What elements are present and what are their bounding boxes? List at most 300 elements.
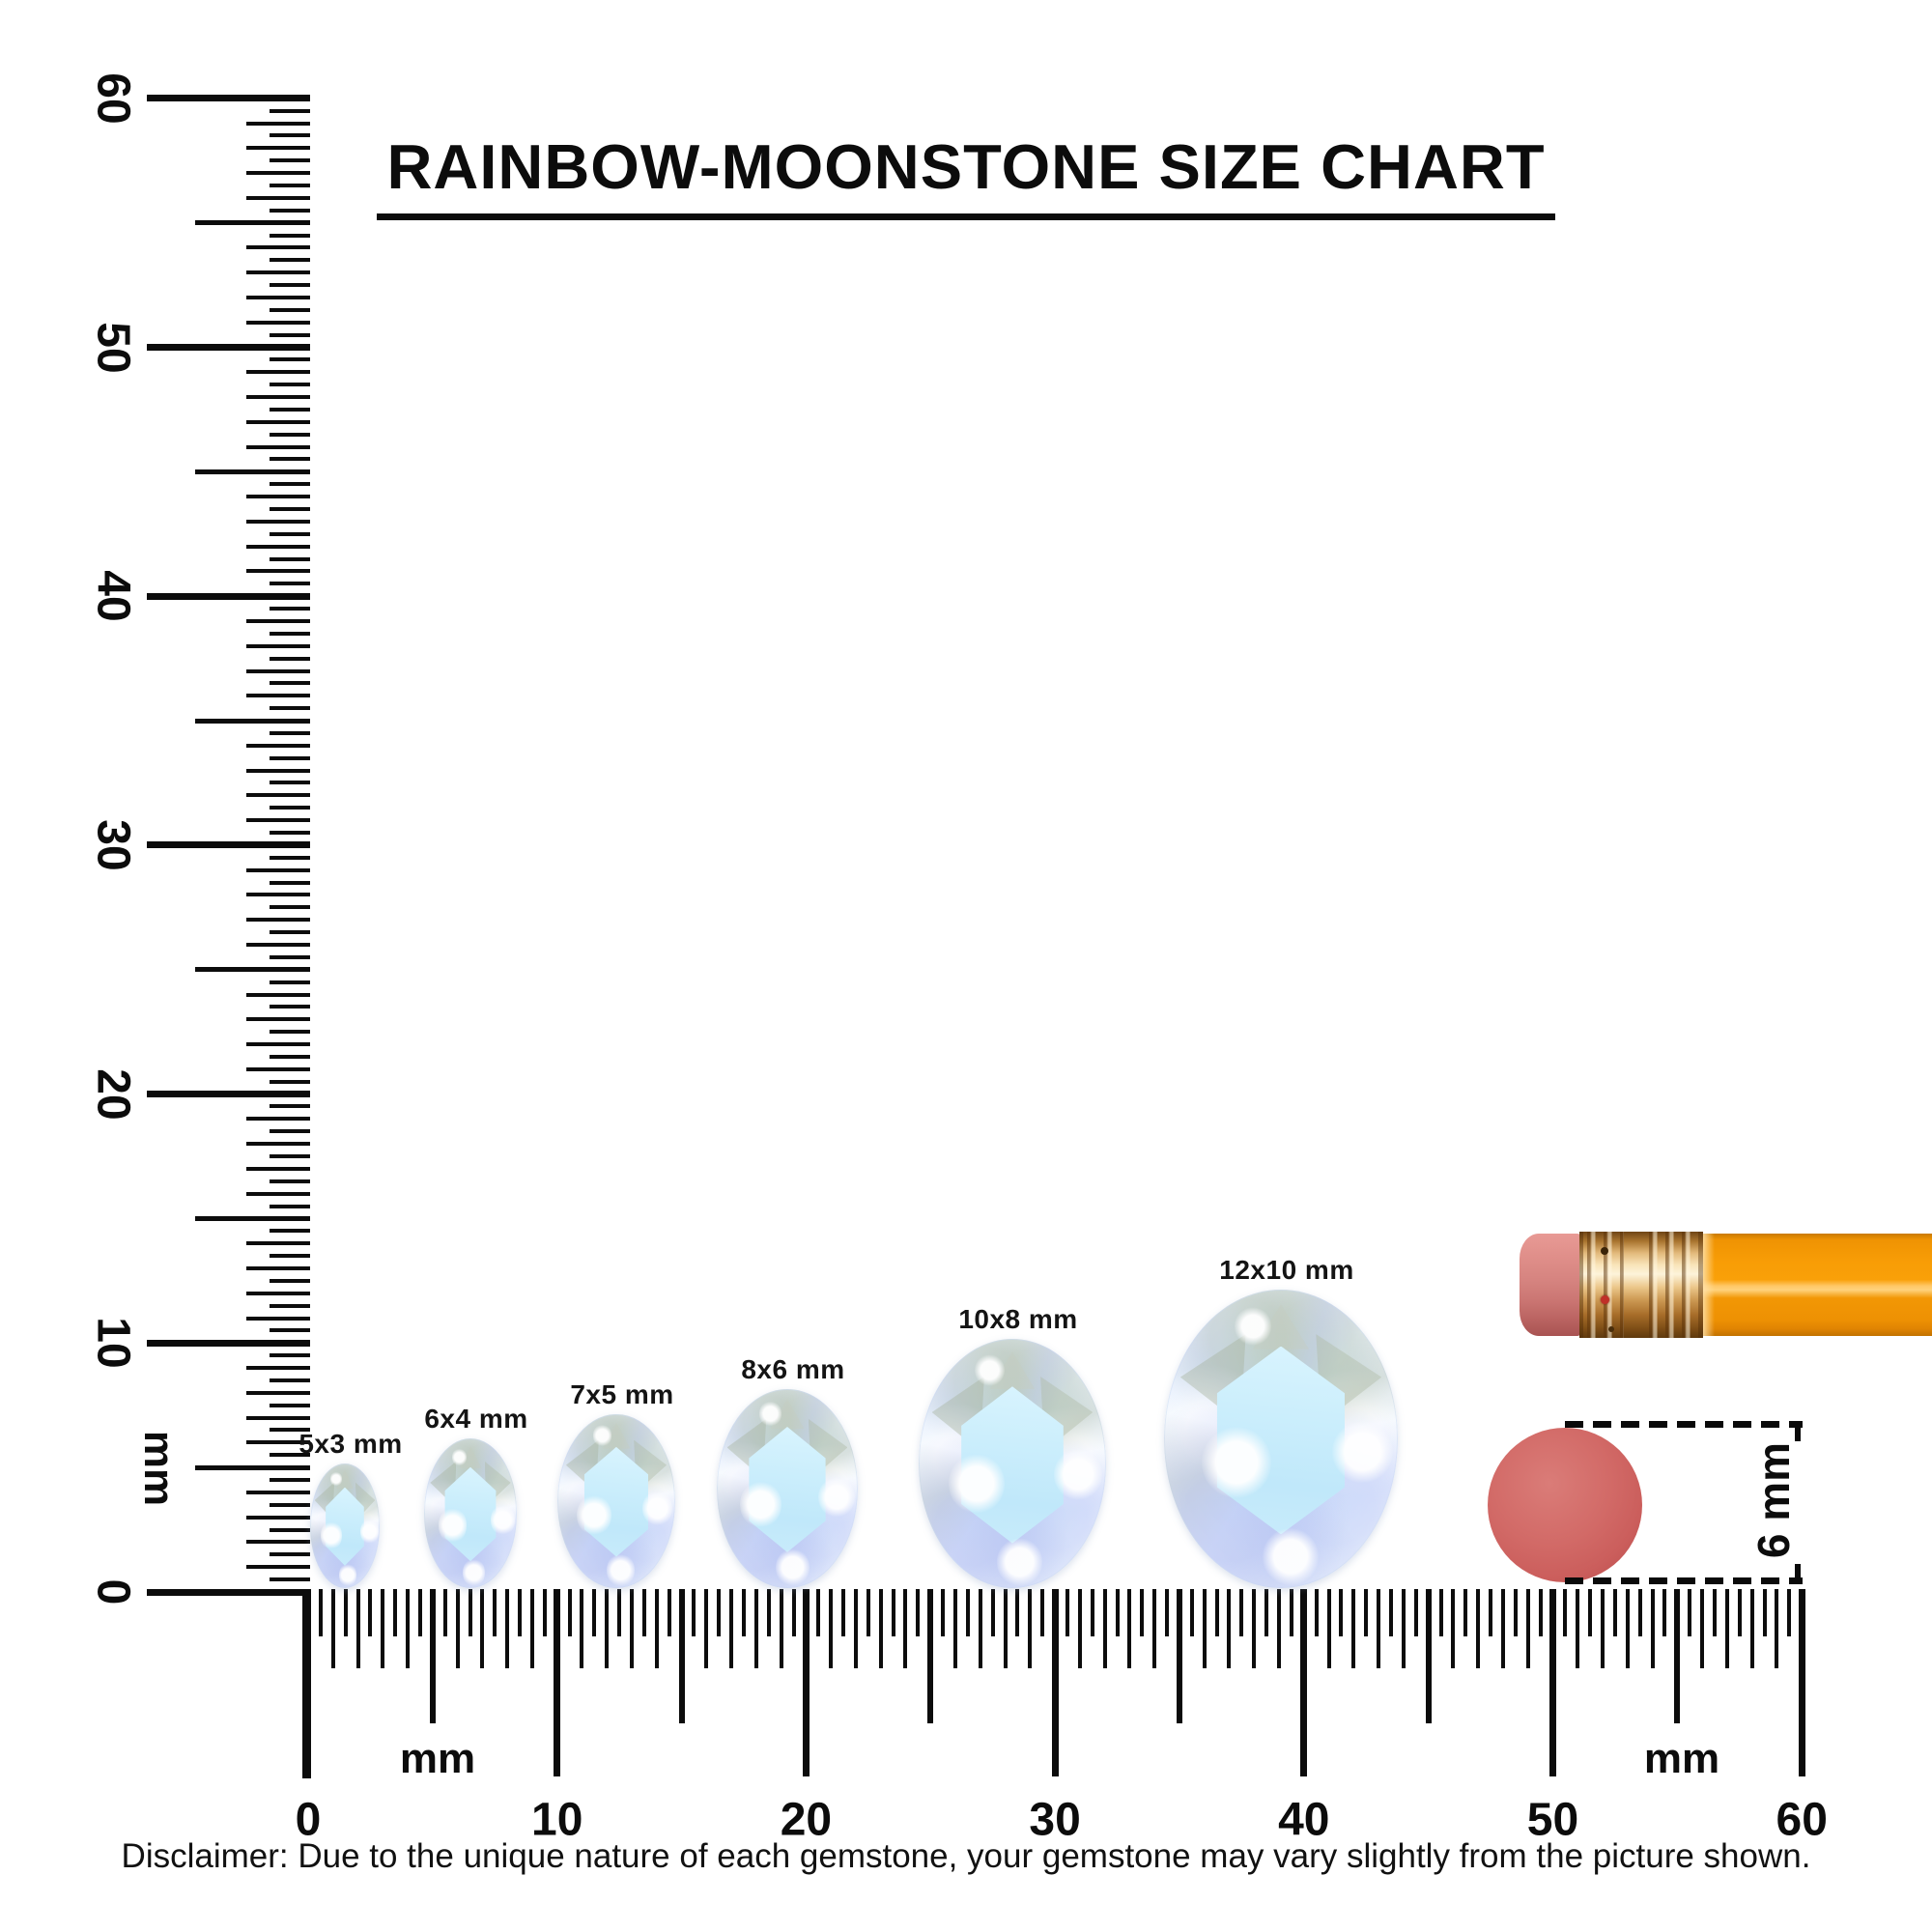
v-ruler-tick [270,1353,310,1357]
h-ruler-tick [1177,1589,1182,1723]
h-ruler-tick [1651,1589,1655,1668]
h-ruler-tick [554,1589,560,1776]
v-ruler-tick [246,545,310,549]
v-ruler-tick [270,1104,310,1108]
h-ruler-tick [991,1589,995,1636]
h-ruler-tick [518,1589,522,1636]
v-ruler-tick [147,1589,310,1596]
v-ruler-tick [270,557,310,561]
h-ruler-tick [568,1589,572,1636]
h-ruler-tick [1638,1589,1642,1636]
h-ruler-tick [1028,1589,1032,1668]
h-ruler-tick [1763,1589,1767,1636]
h-ruler-tick [1339,1589,1343,1636]
v-ruler-tick [270,657,310,661]
v-ruler-tick [195,469,310,474]
gem-glint [1263,1528,1319,1585]
gem-glint [759,1401,781,1426]
h-ruler-tick [966,1589,970,1636]
gem-size-label: 6x4 mm [424,1404,528,1435]
gem-glint [997,1538,1042,1585]
v-ruler-tick [246,196,310,200]
v-ruler-tick [195,1465,310,1470]
h-ruler-tick [344,1589,348,1636]
h-ruler-tick [780,1589,783,1668]
v-ruler-tick [246,296,310,299]
h-ruler-tick [1539,1589,1543,1636]
v-ruler-tick [270,209,310,213]
h-ruler-tick [1738,1589,1742,1636]
h-ruler-number: 40 [1278,1794,1330,1846]
dimension-dash-line-top [1565,1421,1803,1428]
h-ruler-tick [1414,1589,1418,1636]
v-ruler-tick [270,1328,310,1332]
v-ruler-tick [270,1055,310,1059]
gem-glint [975,1354,1005,1386]
h-ruler-number: 60 [1776,1794,1828,1846]
gem-glint [740,1481,782,1528]
v-ruler-tick [270,1154,310,1158]
h-ruler-tick [642,1589,646,1636]
v-ruler-tick [246,1142,310,1146]
v-ruler-tick [195,719,310,724]
v-ruler-tick [246,1292,310,1295]
h-ruler-tick [1601,1589,1605,1668]
h-ruler-unit-label: mm [399,1735,476,1782]
v-ruler-tick [270,1005,310,1009]
v-ruler-tick [270,582,310,585]
v-ruler-tick [270,1577,310,1581]
h-ruler-tick [1190,1589,1194,1636]
ferrule-rivet [1601,1247,1608,1255]
v-ruler-tick [270,706,310,710]
h-ruler-tick [630,1589,634,1668]
v-ruler-tick [270,1080,310,1084]
ferrule-edge [1579,1232,1583,1338]
h-ruler-tick [816,1589,820,1636]
v-ruler-tick [246,793,310,797]
v-ruler-tick [147,841,310,848]
h-ruler-tick [867,1589,870,1636]
v-ruler-tick [246,1241,310,1245]
v-ruler-tick [246,1317,310,1321]
pencil-body [1703,1234,1932,1336]
h-ruler-tick [505,1589,509,1668]
h-ruler-tick [1700,1589,1704,1668]
v-ruler-tick [270,980,310,984]
v-ruler-tick [147,593,310,600]
v-ruler-tick [246,495,310,498]
v-ruler-tick [195,220,310,225]
v-ruler-tick [270,905,310,909]
v-ruler-tick [246,943,310,947]
v-ruler-number: 10 [87,1317,139,1369]
v-ruler-tick [270,856,310,860]
h-ruler-tick [1549,1589,1556,1776]
v-ruler-tick [246,122,310,126]
h-ruler-tick [1327,1589,1331,1668]
v-ruler-tick [147,344,310,351]
v-ruler-tick [270,1552,310,1556]
gemstone-oval [557,1414,674,1588]
h-ruler-tick [393,1589,397,1636]
v-ruler-tick [246,818,310,822]
page-title: RAINBOW-MOONSTONE SIZE CHART [377,135,1554,220]
v-ruler-tick [270,433,310,437]
h-ruler-tick [1239,1589,1243,1636]
h-ruler-tick [1116,1589,1120,1636]
v-ruler-tick [246,1167,310,1171]
v-ruler-tick [246,395,310,399]
ferrule-crimp-right [1649,1232,1693,1338]
h-ruler-tick [592,1589,596,1636]
h-ruler-tick [1688,1589,1691,1636]
v-ruler-tick [246,245,310,249]
h-ruler-number: 30 [1029,1794,1081,1846]
h-ruler-tick [1215,1589,1219,1636]
v-ruler-tick [270,1279,310,1283]
gemstone-oval [310,1463,381,1588]
v-ruler-tick [270,333,310,337]
v-ruler-number: 30 [87,819,139,871]
h-ruler-tick [1775,1589,1778,1668]
h-ruler-tick [717,1589,721,1636]
v-ruler-number: 20 [87,1067,139,1121]
h-ruler-tick [927,1589,933,1723]
v-ruler-tick [270,1129,310,1133]
h-ruler-tick [655,1589,659,1668]
v-ruler-tick [270,184,310,187]
h-ruler-tick [319,1589,323,1636]
h-ruler-tick [1563,1589,1567,1636]
h-ruler-tick [1713,1589,1717,1636]
h-ruler-number: 50 [1526,1794,1579,1846]
pencil-eraser [1520,1234,1580,1336]
v-ruler-tick [246,1266,310,1270]
h-ruler-tick [1451,1589,1455,1668]
v-ruler-tick [270,955,310,959]
v-ruler-tick [246,1366,310,1370]
h-ruler-tick [605,1589,609,1668]
v-ruler-tick [270,607,310,611]
v-ruler-tick [195,1216,310,1221]
h-ruler-tick [879,1589,883,1668]
h-ruler-tick [803,1589,810,1776]
h-ruler-tick [381,1589,384,1668]
h-ruler-tick [1402,1589,1406,1668]
gem-glint [1332,1421,1393,1483]
h-ruler-tick [1750,1589,1754,1668]
h-ruler-tick [742,1589,746,1636]
v-ruler-tick [270,133,310,137]
gem-glint [1202,1427,1272,1498]
gem-glint [491,1504,515,1535]
h-ruler-tick [469,1589,472,1636]
dimension-end-cap [1795,1564,1801,1581]
v-ruler-tick [246,1565,310,1569]
gem-glint [949,1454,1005,1514]
v-ruler-tick [246,270,310,274]
v-ruler-tick [246,619,310,623]
h-ruler-tick [679,1589,685,1723]
h-ruler-tick [692,1589,696,1636]
v-ruler-number: 60 [87,72,139,125]
ferrule-rivet [1601,1295,1609,1304]
h-ruler-tick [1103,1589,1107,1668]
v-ruler-tick [270,109,310,113]
gem-glint [339,1563,355,1587]
h-ruler-tick [1264,1589,1268,1636]
v-ruler-tick [246,868,310,872]
v-ruler-tick [270,1528,310,1532]
h-ruler-tick [1015,1589,1019,1636]
disclaimer-text: Disclaimer: Due to the unique nature of each gemstone, your gemstone may vary slightly from the picture shown. [121,1837,1811,1875]
h-ruler-tick [1501,1589,1505,1668]
v-ruler-tick [270,1254,310,1258]
v-ruler-tick [246,1067,310,1071]
v-ruler-tick [270,731,310,735]
gemstone-oval [717,1389,857,1588]
h-ruler-tick [1091,1589,1094,1636]
v-ruler-tick [270,781,310,784]
gem-size-label: 10x8 mm [958,1304,1078,1335]
v-ruler-tick [147,1091,310,1097]
h-ruler-tick [903,1589,907,1668]
h-ruler-tick [406,1589,410,1668]
v-ruler-tick [246,1391,310,1395]
v-ruler-tick [270,1404,310,1407]
h-ruler-tick [331,1589,335,1668]
h-ruler-tick [456,1589,460,1668]
v-ruler-tick [270,507,310,511]
h-ruler-tick [1227,1589,1231,1668]
ferrule-rivet [1608,1326,1614,1332]
v-ruler-tick [270,234,310,238]
h-ruler-tick [1626,1589,1630,1668]
h-ruler-tick [1290,1589,1293,1636]
v-ruler-tick [270,930,310,934]
h-ruler-tick [1040,1589,1044,1636]
v-ruler-tick [246,146,310,150]
h-ruler-tick [941,1589,945,1636]
pencil-ferrule [1579,1232,1703,1338]
v-ruler-tick [270,1030,310,1034]
gem-glint [577,1494,611,1536]
gem-size-label: 7x5 mm [570,1378,674,1409]
v-ruler-tick [246,893,310,896]
eraser-diameter-label: 6 mm [1748,1441,1799,1559]
h-ruler-tick [1127,1589,1131,1668]
v-ruler-tick [246,1042,310,1046]
h-ruler-tick [767,1589,771,1636]
v-ruler-tick [246,520,310,524]
h-ruler-tick [1439,1589,1443,1636]
h-ruler-tick [1364,1589,1368,1636]
v-ruler-tick [270,532,310,536]
h-ruler-tick [1426,1589,1432,1723]
h-ruler-tick [979,1589,982,1668]
h-ruler-tick [1476,1589,1480,1668]
v-ruler-tick [246,644,310,648]
h-ruler-tick [1674,1589,1680,1723]
h-ruler-tick [704,1589,708,1668]
h-ruler-tick [668,1589,671,1636]
h-ruler-tick [1315,1589,1319,1636]
v-ruler-tick [246,1491,310,1494]
v-ruler-tick [270,357,310,361]
v-ruler-tick [246,694,310,697]
v-ruler-tick [270,831,310,835]
v-ruler-tick [246,569,310,573]
gem-glint [360,1519,379,1545]
h-ruler-tick [1799,1589,1805,1776]
h-ruler-tick [729,1589,733,1668]
h-ruler-tick [1377,1589,1380,1668]
v-ruler-unit-label: mm [135,1430,183,1507]
h-ruler-tick [368,1589,372,1636]
h-ruler-number: 0 [295,1794,322,1846]
v-ruler-tick [270,383,310,386]
h-ruler-number: 10 [530,1794,583,1846]
v-ruler-tick [246,744,310,748]
v-ruler-number: 40 [87,570,139,622]
v-ruler-tick [270,806,310,810]
gem-glint [1235,1307,1272,1346]
h-ruler-tick [1065,1589,1069,1636]
v-ruler-tick [270,283,310,287]
v-ruler-tick [270,1229,310,1233]
gem-glint [439,1507,467,1543]
h-ruler-tick [356,1589,360,1668]
v-ruler-tick [246,171,310,175]
h-ruler-tick [1078,1589,1082,1668]
h-ruler-tick [1514,1589,1518,1636]
v-ruler-tick [270,158,310,162]
ruler-corner-bar [302,1589,311,1778]
v-ruler-tick [246,1516,310,1520]
h-ruler-tick [1526,1589,1530,1668]
h-ruler-tick [841,1589,845,1636]
h-ruler-tick [1004,1589,1008,1668]
v-ruler-tick [246,1192,310,1196]
v-ruler-tick [246,445,310,449]
h-ruler-tick [1203,1589,1207,1668]
h-ruler-tick [580,1589,583,1668]
v-ruler-tick [246,321,310,325]
v-ruler-tick [270,632,310,636]
gem-size-label: 8x6 mm [741,1353,845,1384]
gemstone-oval [424,1438,518,1588]
h-ruler-tick [892,1589,895,1636]
h-ruler-tick [430,1589,436,1723]
pencil [1520,1232,1932,1338]
h-ruler-tick [1052,1589,1059,1776]
v-ruler-tick [270,1179,310,1183]
h-ruler-tick [1140,1589,1144,1636]
h-ruler-tick [617,1589,621,1636]
v-ruler-tick [270,308,310,312]
v-ruler-tick [270,1503,310,1507]
v-ruler-tick [195,967,310,972]
gem-size-label: 12x10 mm [1219,1254,1354,1285]
eraser-top-view-circle [1488,1428,1642,1582]
h-ruler-tick [443,1589,447,1636]
h-ruler-tick [493,1589,497,1636]
h-ruler-tick [953,1589,957,1668]
v-ruler-tick [147,95,310,101]
h-ruler-tick [1662,1589,1666,1636]
v-ruler-tick [246,370,310,374]
h-ruler-tick [829,1589,833,1668]
h-ruler-tick [1277,1589,1281,1668]
h-ruler-tick [854,1589,858,1668]
h-ruler-tick [1613,1589,1617,1636]
gem-glint [607,1553,635,1587]
h-ruler-tick [754,1589,758,1668]
v-ruler-tick [246,669,310,673]
h-ruler-tick [530,1589,534,1668]
h-ruler-tick [1351,1589,1355,1668]
v-ruler-tick [270,1378,310,1382]
v-ruler-tick [246,769,310,773]
v-ruler-tick [147,1340,310,1347]
h-ruler-tick [1300,1589,1307,1776]
v-ruler-tick [270,457,310,461]
v-ruler-tick [246,420,310,424]
dimension-end-cap [1795,1424,1801,1441]
v-ruler-tick [246,993,310,997]
h-ruler-tick [1463,1589,1467,1636]
h-ruler-tick [1588,1589,1592,1636]
v-ruler-tick [246,1416,310,1420]
gem-glint [818,1477,855,1519]
h-ruler-tick [480,1589,484,1668]
h-ruler-tick [1152,1589,1156,1668]
v-ruler-tick [270,1304,310,1308]
gem-size-label: 5x3 mm [298,1429,403,1460]
gemstone-oval [919,1339,1106,1588]
v-ruler-number: 0 [87,1578,139,1605]
v-ruler-tick [270,408,310,412]
v-ruler-tick [246,1540,310,1544]
h-ruler-tick [1576,1589,1579,1668]
v-ruler-tick [270,756,310,760]
h-ruler-tick [1252,1589,1256,1668]
h-ruler-tick [1389,1589,1393,1636]
h-ruler-tick [1725,1589,1729,1668]
v-ruler-number: 50 [87,321,139,374]
h-ruler-tick [1489,1589,1492,1636]
h-ruler-unit-label: mm [1643,1735,1720,1782]
h-ruler-number: 20 [780,1794,833,1846]
v-ruler-tick [270,881,310,885]
h-ruler-tick [1165,1589,1169,1636]
h-ruler-tick [1787,1589,1791,1636]
h-ruler-tick [916,1589,920,1636]
v-ruler-tick [270,482,310,486]
v-ruler-tick [246,918,310,922]
h-ruler-tick [543,1589,547,1636]
dimension-dash-line-bottom [1565,1577,1803,1584]
gem-glint [1054,1449,1102,1501]
v-ruler-tick [270,1478,310,1482]
v-ruler-tick [270,258,310,262]
v-ruler-tick [246,1117,310,1121]
v-ruler-tick [270,1205,310,1208]
v-ruler-tick [246,1017,310,1021]
v-ruler-tick [270,681,310,685]
h-ruler-tick [418,1589,422,1636]
